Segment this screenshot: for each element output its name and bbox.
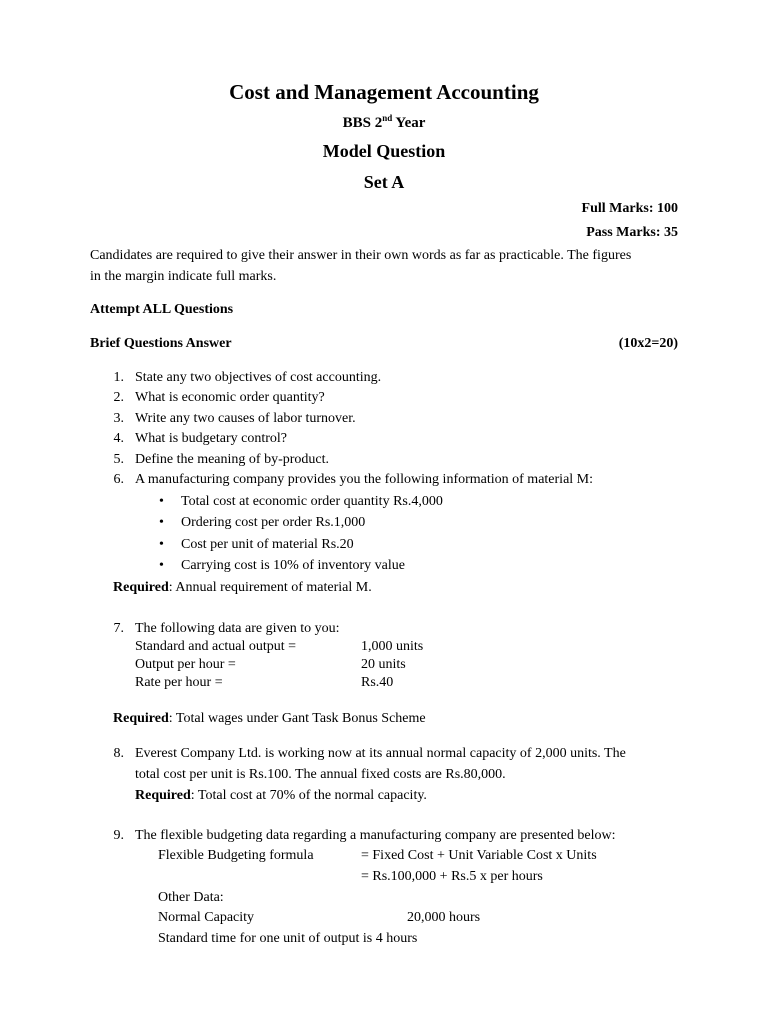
required-line [135, 786, 427, 806]
bullet-item: Total cost at economic order quantity Rs.4,000 [181, 494, 443, 509]
data-row-label: Standard and actual output = [135, 639, 297, 654]
full-marks: Full Marks: 100 [581, 201, 678, 216]
bullet-item: Cost per unit of material Rs.20 [181, 537, 354, 552]
question-text: Everest Company Ltd. is working now at its annual normal capacity of 2,000 units. The [135, 746, 626, 761]
attempt-heading: Attempt ALL Questions [90, 302, 234, 317]
section-title: Brief Questions Answer [90, 336, 232, 351]
formula-line-2: = Rs.100,000 + Rs.5 x per hours [361, 869, 543, 884]
data-row-label: Output per hour = [135, 657, 236, 672]
bullet-icon: • [159, 494, 164, 509]
question-number: 3. [113, 411, 124, 426]
pass-marks: Pass Marks: 35 [586, 225, 678, 240]
bullet-icon: • [159, 537, 164, 552]
question-number: 5. [113, 452, 124, 467]
question-text: Write any two causes of labor turnover. [135, 411, 356, 426]
question-text-continued: total cost per unit is Rs.100. The annual fixed costs are Rs.80,000. [135, 767, 506, 782]
required-text: : Total cost at 70% of the normal capacity. [190, 788, 427, 803]
question-number: 2. [113, 390, 124, 405]
required-line [113, 578, 372, 598]
question-text: Define the meaning of by-product. [135, 452, 329, 467]
required-label: Required [113, 580, 169, 595]
capacity-value: 20,000 hours [407, 910, 481, 925]
data-row-label: Rate per hour = [135, 675, 223, 690]
instructions-line-1: Candidates are required to give their answer in their own words as far as practicable. The figures [90, 248, 632, 263]
bullet-item: Ordering cost per order Rs.1,000 [181, 515, 366, 530]
question-text: What is economic order quantity? [135, 390, 325, 405]
question-number: 1. [113, 370, 124, 385]
data-row-value: 20 units [361, 657, 406, 672]
instructions-line-2: in the margin indicate full marks. [90, 269, 277, 284]
question-text: The following data are given to you: [135, 621, 340, 636]
document-subtitle: Model Question [322, 141, 446, 161]
question-number: 6. [113, 472, 124, 487]
question-text: A manufacturing company provides you the following information of material M: [135, 472, 594, 487]
bullet-icon: • [159, 515, 164, 530]
year-superscript: nd [382, 113, 393, 123]
bullet-item: Carrying cost is 10% of inventory value [181, 558, 405, 573]
bullet-icon: • [159, 558, 164, 573]
required-text: : Total wages under Gant Task Bonus Scheme [168, 711, 426, 726]
standard-time: Standard time for one unit of output is 4 hours [158, 931, 418, 946]
required-text: : Annual requirement of material M. [168, 580, 372, 595]
document-title: Cost and Management Accounting [229, 80, 539, 104]
required-line [113, 709, 426, 729]
set-label: Set A [363, 172, 405, 192]
question-text: The flexible budgeting data regarding a manufacturing company are presented below: [135, 828, 616, 843]
formula-line-1: = Fixed Cost + Unit Variable Cost x Units [361, 848, 597, 863]
required-label: Required [135, 788, 191, 803]
year-prefix: BBS 2 [342, 115, 383, 131]
question-number: 4. [113, 431, 124, 446]
other-data-label: Other Data: [158, 890, 224, 905]
data-row-value: Rs.40 [361, 675, 394, 690]
year-suffix: Year [392, 115, 426, 131]
year-line [0, 113, 768, 133]
capacity-label: Normal Capacity [158, 910, 255, 925]
question-text: State any two objectives of cost accounting. [135, 370, 382, 385]
data-row-value: 1,000 units [361, 639, 424, 654]
formula-label: Flexible Budgeting formula [158, 848, 314, 863]
question-number: 7. [113, 621, 124, 636]
section-marks: (10x2=20) [618, 336, 678, 351]
required-label: Required [113, 711, 169, 726]
question-text: What is budgetary control? [135, 431, 288, 446]
question-number: 9. [113, 828, 124, 843]
question-number: 8. [113, 746, 124, 761]
